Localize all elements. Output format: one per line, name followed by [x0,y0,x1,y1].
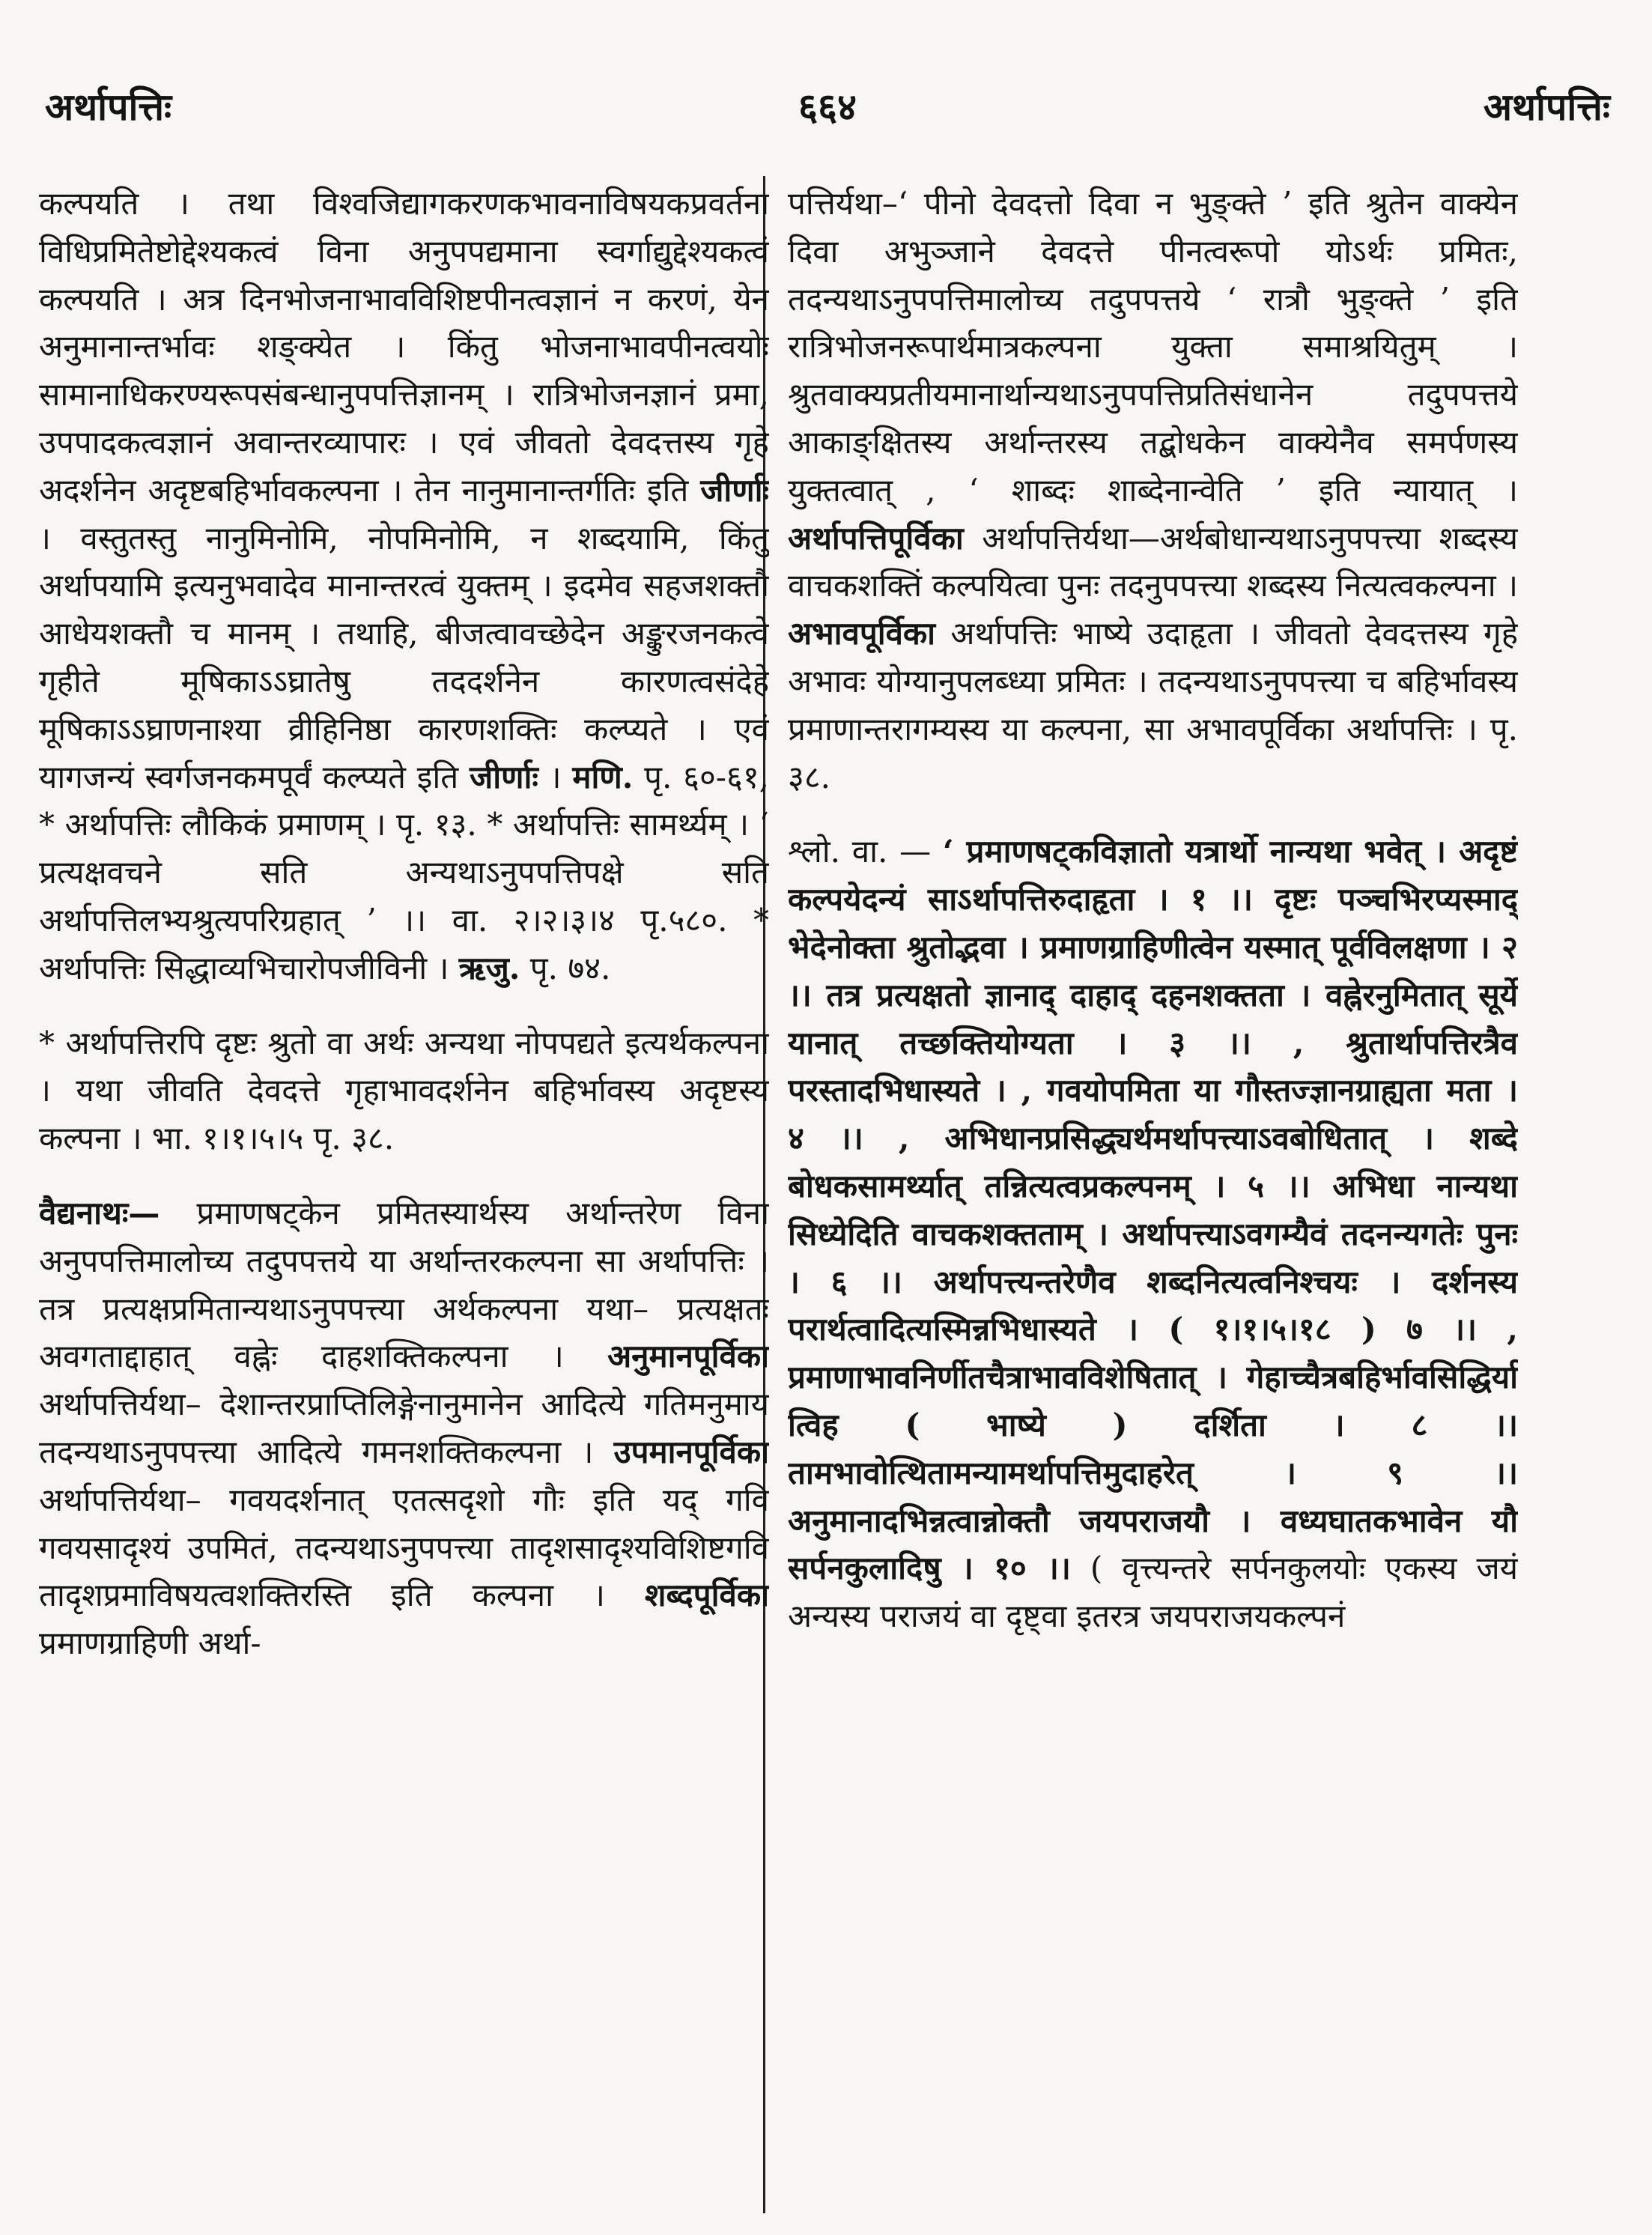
header-left-title: अर्थापत्तिः [45,85,172,129]
entry-paragraph: कल्पयति । तथा विश्वजिद्यागकरणकभावनाविषयकप्रवर्तना विधिप्रमितेष्टोद्देश्यकत्वं विना अनुपपद्यमाना स्वर्गाद्युद्देश्यकत्वं कल्पयति । अत्र दिनभोजनाभावविशिष्टपीनत्वज्ञानं न करणं, येन अनुमानान्तर्भावः शङ्क्येत । किंतु भोजनाभावपीनत्वयोः सामानाधिकरण्यरूपसंबन्धानुपपत्तिज्ञानम् । रात्रिभोजनज्ञानं प्रमा, उपपादकत्वज्ञानं अवान्तरव्यापारः । एवं जीवतो देवदत्तस्य गृहे अदर्शनेन अदृष्टबहिर्भावकल्पना । तेन नानुमानान्तर्गतिः इति जीर्णाः । वस्तुतस्तु नानुमिनोमि, नोपमिनोमि, न शब्दयामि, किंतु अर्थापयामि इत्यनुभवादेव मानान्तरत्वं युक्तम् । इदमेव सहजशक्तौ आधेयशक्तौ च मानम् । तथाहि, बीजत्वावच्छेदेन अङ्कुरजनकत्वे गृहीते मूषिकाऽऽघ्रातेषु तददर्शनेन कारणत्वसंदेहे मूषिकाऽऽघ्राणनाश्या व्रीहिनिष्ठा कारणशक्तिः कल्प्यते । एवं यागजन्यं स्वर्गजनकमपूर्वं कल्प्यते इति जीर्णाः । मणि. पृ. ६०-६१, * अर्थापत्तिः लौकिकं प्रमाणम् । पृ. १३. * अर्थापत्तिः सामर्थ्यम् । ‘ प्रत्यक्षवचने सति अन्यथाऽनुपपत्तिपक्षे सति अर्थापत्तिलभ्यश्रुत्यपरिग्रहात् ’ ।। वा. २।२।३।४ पृ.५८०. * अर्थापत्तिः सिद्धाव्यभिचारोपजीविनी । ऋजु. पृ. ७४. [39,185,769,986]
right-column [788,180,1518,2202]
header-right-title: अर्थापत्तिः [1483,85,1610,129]
entry-paragraph: श्लो. वा. — ‘ प्रमाणषट्कविज्ञातो यत्रार्थो नान्यथा भवेत् । अदृष्टं कल्पयेदन्यं साऽर्थापत्तिरुदाहृता । १ ।। दृष्टः पञ्चभिरप्यस्माद् भेदेनोक्ता श्रुतोद्भवा । प्रमाणग्राहिणीत्वेन यस्मात् पूर्वविलक्षणा । २ ।। तत्र प्रत्यक्षतो ज्ञानाद् दाहाद् दहनशक्तता । वह्नेरनुमितात् सूर्ये यानात् तच्छक्तियोग्यता । ३ ।। , श्रुतार्थापत्तिरत्रैव परस्तादभिधास्यते । , गवयोपमिता या गौस्तज्ज्ञानग्राह्यता मता । ४ ।। , अभिधानप्रसिद्ध्यर्थमर्थापत्त्याऽवबोधितात् । शब्दे बोधकसामर्थ्यात् तन्नित्यत्वप्रकल्पनम् । ५ ।। अभिधा नान्यथा सिध्येदिति वाचकशक्तताम् । अर्थापत्त्याऽवगम्यैवं तदनन्यगतेः पुनः । ६ ।। अर्थापत्त्यन्तरेणैव शब्दनित्यत्वनिश्चयः । दर्शनस्य परार्थत्वादित्यस्मिन्नभिधास्यते । ( १।१।५।१८ ) ७ ।। , प्रमाणाभावनिर्णीतचैत्राभावविशेषितात् । गेहाच्चैत्रबहिर्भावसिद्धिर्या त्विह ( भाष्ये ) दर्शिता । ८ ।। तामभावोत्थितामन्यामर्थापत्तिमुदाहरेत् । ९ ।। अनुमानादभिन्नत्वान्नोक्तौ जयपराजयौ । वध्यघातकभावेन यौ सर्पनकुलादिषु । १० ।। ( वृत्त्यन्तरे सर्पनकुलयोः एकस्य जयं अन्यस्य पराजयं वा दृष्ट्वा इतरत्र जयपराजयकल्पनं [788,833,1518,1635]
page-number: ६६४ [798,85,857,129]
entry-paragraph: * अर्थापत्तिरपि दृष्टः श्रुतो वा अर्थः अन्यथा नोपपद्यते इत्यर्थकल्पना । यथा जीवति देवदत्ते गृहाभावदर्शनेन बहिर्भावस्य अदृष्टस्य कल्पना । भा. १।१।५।५ पृ. ३८. [39,1024,769,1157]
entry-paragraph: वैद्यनाथः— प्रमाणषट्केन प्रमितस्यार्थस्य अर्थान्तरेण विना अनुपपत्तिमालोच्य तदुपपत्तये या अर्थान्तरकल्पना सा अर्थापत्तिः । तत्र प्रत्यक्षप्रमितान्यथाऽनुपपत्त्या अर्थकल्पना यथा– प्रत्यक्षतः अवगताद्दाहात् वह्नेः दाहशक्तिकल्पना । अनुमानपूर्विका अर्थापत्तिर्यथा– देशान्तरप्राप्तिलिङ्गेनानुमानेन आदित्ये गतिमनुमाय तदन्यथाऽनुपपत्त्या आदित्ये गमनशक्तिकल्पना । उपमानपूर्विका अर्थापत्तिर्यथा– गवयदर्शनात् एतत्सदृशो गौः इति यद् गवि गवयसादृश्यं उपमितं, तदन्यथाऽनुपपत्त्या तादृशसादृश्यविशिष्टगवि तादृशप्रमाविषयत्वशक्तिरस्ति इति कल्पना । शब्दपूर्विका प्रमाणग्राहिणी अर्था- [39,1194,769,1662]
left-column [39,180,769,2202]
entry-paragraph: पत्तिर्यथा–‘ पीनो देवदत्तो दिवा न भुङ्क्ते ’ इति श्रुतेन वाक्येन दिवा अभुञ्जाने देवदत्ते पीनत्वरूपो योऽर्थः प्रमितः, तदन्यथाऽनुपपत्तिमालोच्य तदुपपत्तये ‘ रात्रौ भुङ्क्ते ’ इति रात्रिभोजनरूपार्थमात्रकल्पना युक्ता समाश्रयितुम् । श्रुतवाक्यप्रतीयमानार्थान्यथाऽनुपपत्तिप्रतिसंधानेन तदुपपत्तये आकाङ्क्षितस्य अर्थान्तरस्य तद्बोधकेन वाक्येनैव समर्पणस्य युक्तत्वात् , ‘ शाब्दः शाब्देनान्वेति ’ इति न्यायात् । अर्थापत्तिपूर्विका अर्थापत्तिर्यथा—अर्थबोधान्यथाऽनुपपत्त्या शब्दस्य वाचकशक्तिं कल्पयित्वा पुनः तदनुपपत्त्या शब्दस्य नित्यत्वकल्पना । अभावपूर्विका अर्थापत्तिः भाष्ये उदाहृता । जीवतो देवदत्तस्य गृहे अभावः योग्यानुपलब्ध्या प्रमितः । तदन्यथाऽनुपपत्त्या च बहिर्भावस्य प्रमाणान्तरागम्यस्य या कल्पना, सा अभावपूर्विका अर्थापत्तिः । पृ. ३८. [788,185,1518,795]
page-header [45,71,1610,142]
